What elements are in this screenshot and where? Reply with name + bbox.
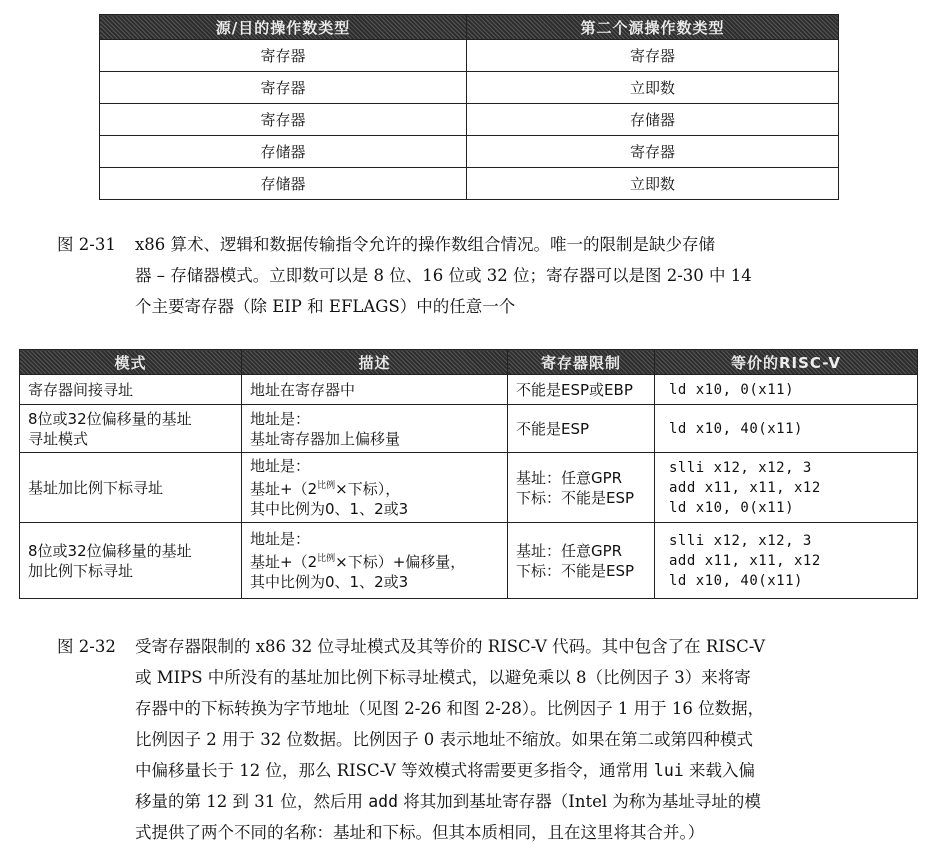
restriction-cell [508,405,655,453]
code-keyword-add: add [368,792,399,811]
table-cell: 存储器 [100,168,467,200]
table-cell: 存储器 [467,104,839,136]
table-row [100,40,839,72]
table-row [100,168,839,200]
operand-combinations-table [99,14,839,200]
caption-line: 存器中的下标转换为字节地址（见图 2-26 和图 2-28）。比例因子 1 用于 16 位数据， [135,699,765,718]
mode-text: 8位或32位偏移量的基址 [28,409,192,428]
caption-text-segment: 将其加到基址寄存器（Intel 为称为基址寻址的模 [403,792,761,811]
description-cell [242,523,508,599]
header-dest-operand: 源/目的操作数类型 [100,15,467,40]
mode-cell [20,375,242,405]
restriction-cell [508,523,655,599]
scale-superscript: 比例 [317,554,336,564]
table-cell: 立即数 [467,72,839,104]
table-row [20,453,918,523]
header-description: 描述 [242,350,508,375]
caption-line: 式提供了两个不同的名称：基址和下标。但其本质相同，且在这里将其合并。） [135,823,705,842]
header-register-restriction: 寄存器限制 [508,350,655,375]
code-line: ld x10, 0(x11) [669,381,795,398]
code-line: slli x12, x12, 3 [669,532,812,549]
figure-number: 图 2-32 [57,637,116,656]
caption-text-segment: 移量的第 12 到 31 位，然后用 [135,792,363,811]
code-line: add x11, x11, x12 [669,479,821,496]
figure-caption-2-32 [57,631,917,853]
table-row [100,136,839,168]
restriction-text: 不能是ESP [516,419,590,438]
description-text: 地址是： [250,409,311,428]
caption-text [135,229,752,322]
description-text: 地址在寄存器中 [250,380,356,399]
mode-text: 寻址模式 [28,429,89,448]
restriction-text: 基址：任意GPR [516,541,623,560]
code-line: add x11, x11, x12 [669,552,821,569]
code-cell [655,405,918,453]
restriction-cell [508,453,655,523]
table-row [20,405,918,453]
description-text: 基址+（2 [250,480,318,498]
code-cell [655,453,918,523]
mode-cell [20,523,242,599]
mode-text: 基址加比例下标寻址 [28,478,164,497]
caption-line: 器 – 存储器模式。立即数可以是 8 位、16 位或 32 位；寄存器可以是图 2-30 中 14 [135,266,752,285]
mode-cell [20,405,242,453]
table-header-row [20,350,918,375]
restriction-text: 下标：不能是ESP [516,488,635,507]
description-text: 地址是： [250,457,311,475]
code-line: ld x10, 0(x11) [669,499,795,516]
mode-text: 8位或32位偏移量的基址 [28,541,192,560]
table-cell: 寄存器 [100,72,467,104]
header-risc-v-equivalent: 等价的RISC-V [655,350,918,375]
table-cell: 寄存器 [467,136,839,168]
restriction-text: 不能是ESP或EBP [516,380,633,399]
description-cell [242,405,508,453]
scale-superscript: 比例 [317,481,336,491]
description-text: 基址+（2 [250,553,318,571]
table-header-row [100,15,839,40]
header-mode: 模式 [20,350,242,375]
mode-cell [20,453,242,523]
table-row [20,523,918,599]
caption-line [135,786,765,817]
description-text: 地址是： [250,530,311,548]
caption-line: 或 MIPS 中所没有的基址加比例下标寻址模式，以避免乘以 8（比例因子 3）来将寄 [135,668,751,687]
caption-line: x86 算术、逻辑和数据传输指令允许的操作数组合情况。唯一的限制是缺少存储 [135,235,716,254]
code-line: ld x10, 40(x11) [669,572,803,589]
table-cell: 寄存器 [467,40,839,72]
figure-number: 图 2-31 [57,235,116,254]
code-cell [655,375,918,405]
caption-line: 比例因子 2 用于 32 位数据。比例因子 0 表示地址不缩放。如果在第二或第四种模式 [135,730,753,749]
caption-line [135,755,765,786]
description-cell [242,375,508,405]
caption-text-segment: 中偏移量长于 12 位，那么 RISC-V 等效模式将需要更多指令，通常用 [135,761,649,780]
caption-text-segment: 来载入偏 [688,761,755,780]
table-cell: 寄存器 [100,40,467,72]
table-cell: 寄存器 [100,104,467,136]
description-cell [242,453,508,523]
header-second-operand: 第二个源操作数类型 [467,15,839,40]
description-text: ×下标）， [335,480,401,498]
description-text: ×下标）+偏移量， [335,553,466,571]
description-text: 其中比例为0、1、2或3 [250,573,409,591]
mode-text: 加比例下标寻址 [28,561,134,580]
description-text: 基址寄存器加上偏移量 [250,429,401,448]
table-cell: 立即数 [467,168,839,200]
addressing-modes-table [19,349,918,599]
restriction-text: 基址：任意GPR [516,468,623,487]
code-line: slli x12, x12, 3 [669,459,812,476]
caption-line: 个主要寄存器（除 EIP 和 EFLAGS）中的任意一个 [135,297,516,316]
description-text: 其中比例为0、1、2或3 [250,500,409,518]
restriction-cell [508,375,655,405]
caption-line: 受寄存器限制的 x86 32 位寻址模式及其等价的 RISC-V 代码。其中包含了在 RISC-V [135,637,766,656]
code-keyword-lui: lui [653,761,684,780]
code-cell [655,523,918,599]
code-line: ld x10, 40(x11) [669,420,803,437]
table-row [100,104,839,136]
table-row [100,72,839,104]
table-row [20,375,918,405]
figure-caption-2-31 [57,229,917,325]
restriction-text: 下标：不能是ESP [516,561,635,580]
caption-text [135,631,765,848]
table-cell: 存储器 [100,136,467,168]
mode-text: 寄存器间接寻址 [28,380,134,399]
